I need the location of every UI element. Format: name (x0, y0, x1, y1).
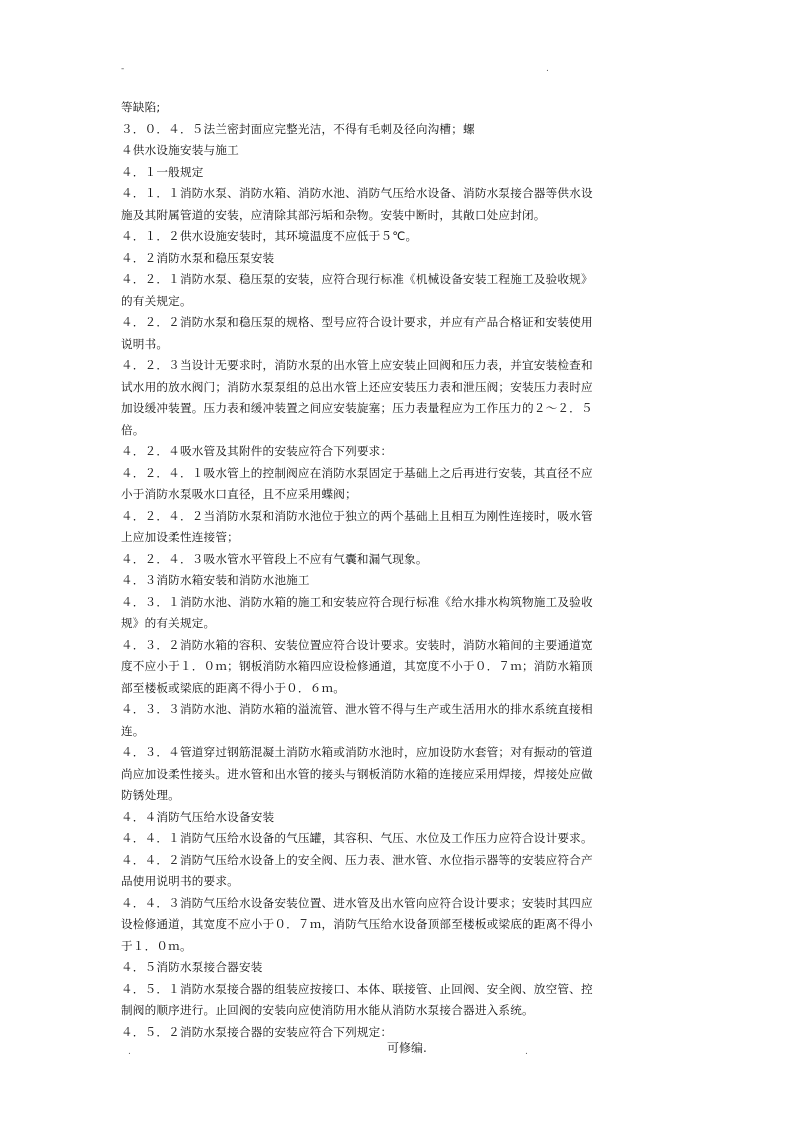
footer-mark-left: . (128, 1047, 131, 1057)
footer-mark-right: . (525, 1047, 528, 1057)
text-line: ４．３．２消防水箱的容积、安装位置应符合设计要求。安装时，消防水箱间的主要通道宽 (121, 637, 593, 652)
text-line: ４．４．２消防气压给水设备上的安全阀、压力表、泄水管、水位指示器等的安装应符合产 (121, 852, 593, 867)
text-line: ４．２．４．１吸水管上的控制阀应在消防水泵固定于基础上之后再进行安装，其直径不应 (121, 465, 593, 480)
text-line: ４．３．３消防水池、消防水箱的溢流管、泄水管不得与生产或生活用水的排水系统直接相 (121, 702, 593, 716)
text-line: 上应加设柔性连接管； (121, 530, 239, 544)
text-line: ４．４．１消防气压给水设备的气压罐，其容积、气压、水位及工作压力应符合设计要求。 (121, 831, 593, 845)
page-footer (0, 1039, 794, 1059)
text-line: 部至楼板或梁底的距离不得小于０．６ｍ。 (121, 680, 346, 695)
text-line: ４．５．１消防水泵接合器的组装应按接口、本体、联接管、止回阀、安全阀、放空管、控 (121, 981, 593, 996)
text-line: ４．３消防水箱安装和消防水池施工 (121, 573, 310, 587)
text-line: 于１．０ｍ。 (121, 938, 192, 953)
text-line: ４．２．２消防水泵和稳压泵的规格、型号应符合设计要求，并应有产品合格证和安装使用 (121, 315, 593, 329)
text-line: ４．４．３消防气压给水设备安装位置、进水管及出水管向应符合设计要求；安装时其四应 (121, 895, 593, 910)
text-line: 尚应加设柔性接头。进水管和出水管的接头与钢板消防水箱的连接应采用焊接，焊接处应做 (121, 766, 593, 781)
text-line: ４．２．４．３吸水管水平管段上不应有气囊和漏气现象。 (121, 551, 428, 566)
text-line: 度不应小于１．０ｍ；钢板消防水箱四应设检修通道，其宽度不小于０．７ｍ；消防水箱顶 (121, 659, 593, 673)
text-line: ３．０．４．５法兰密封面应完整光洁，不得有毛刺及径向沟槽；螺 (121, 121, 475, 136)
text-line: 连。 (121, 723, 145, 738)
text-line: ４．１．２供水设施安装时，其环境温度不应低于５℃。 (121, 229, 418, 243)
text-line: ４．２消防水泵和稳压泵安装 (121, 250, 275, 265)
text-line: 规》的有关规定。 (121, 616, 216, 630)
text-line: ４．５消防水泵接合器安装 (121, 960, 263, 974)
document-body (121, 97, 681, 1043)
text-line: 的有关规定。 (121, 293, 192, 308)
text-line: 设检修通道，其宽度不应小于０．７ｍ，消防气压给水设备顶部至楼板或梁底的距离不得小 (121, 917, 593, 931)
text-line: 等缺陷; (121, 100, 161, 114)
text-line: ４．３．４管道穿过钢筋混凝土消防水箱或消防水池时，应加设防水套管；对有振动的管道 (121, 745, 593, 759)
text-line: ４．２．３当设计无要求时，消防水泵的出水管上应安装止回阀和压力表，并宜安装检查和 (121, 358, 593, 372)
text-line: 加设缓冲装置。压力表和缓冲装置之间应安装旋塞；压力表量程应为工作压力的２～２．５ (121, 401, 593, 415)
text-line: 倍。 (121, 422, 145, 437)
footer-text: 可修编. (387, 1041, 427, 1055)
header-mark-right: . (546, 64, 549, 74)
text-line: ４．２．４．２当消防水泵和消防水池位于独立的两个基础上且相互为刚性连接时，吸水管 (121, 508, 593, 523)
text-line: ４．５．２消防水泵接合器的安装应符合下列规定： (121, 1024, 393, 1039)
text-line: 说明书。 (121, 336, 169, 351)
header-mark-left: - (121, 64, 125, 74)
text-line: 品使用说明书的要求。 (121, 874, 239, 888)
text-line: ４．２．１消防水泵、稳压泵的安装，应符合现行标准《机械设备安装工程施工及验收规》 (121, 272, 593, 286)
text-line: 防锈处理。 (121, 788, 180, 802)
text-line: ４．１．１消防水泵、消防水箱、消防水池、消防气压给水设备、消防水泵接合器等供水设 (121, 186, 593, 200)
text-line: 施及其附属管道的安装，应清除其部污垢和杂物。安装中断时，其敞口处应封闭。 (121, 207, 546, 222)
text-line: 小于消防水泵吸水口直径，且不应采用蝶阀； (121, 487, 357, 501)
text-line: ４．４消防气压给水设备安装 (121, 809, 275, 824)
text-line: ４．２．４吸水管及其附件的安装应符合下列要求： (121, 444, 393, 458)
text-line: ４．３．１消防水池、消防水箱的施工和安装应符合现行标准《给水排水构筑物施工及验收 (121, 594, 593, 609)
text-line: ４供水设施安装与施工 (121, 143, 239, 157)
text-line: 试水用的放水阀门；消防水泵泵组的总出水管上还应安装压力表和泄压阀；安装压力表时应 (121, 379, 593, 394)
text-line: 制阀的顺序进行。止回阀的安装向应使消防用水能从消防水泵接合器进入系统。 (121, 1003, 534, 1017)
text-line: ４．１一般规定 (121, 164, 204, 179)
